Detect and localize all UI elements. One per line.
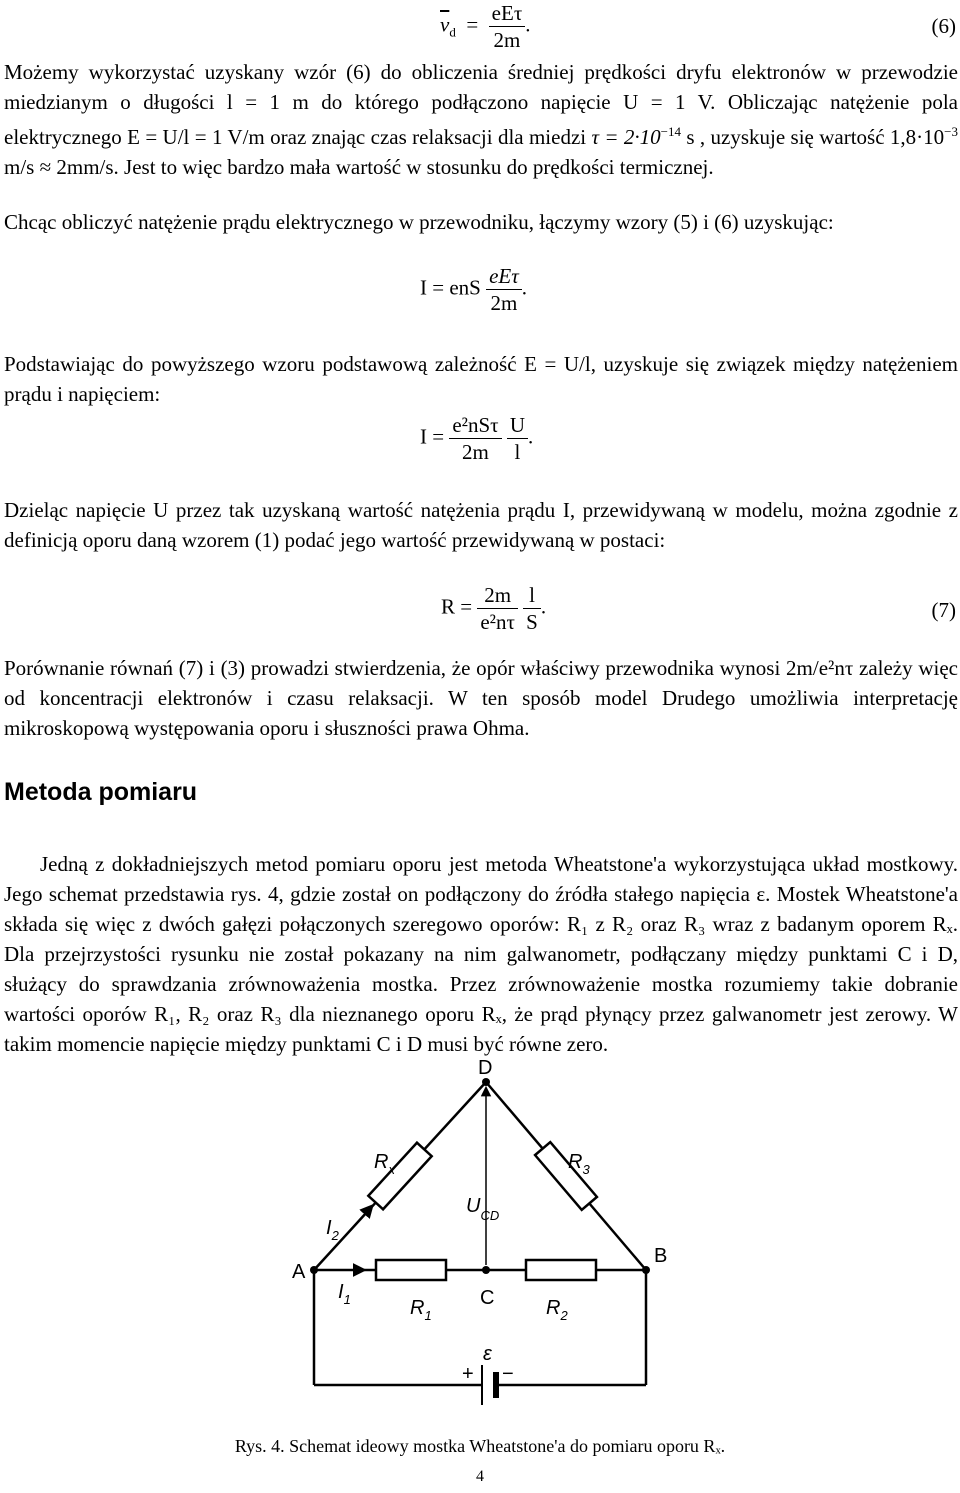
current-u-num1: e²nSτ: [449, 412, 501, 439]
current-u-fraction-1: [449, 412, 501, 465]
figure-caption: Rys. 4. Schemat ideowy mostka Wheatstone'a do pomiaru oporu Rₓ.: [234, 1436, 726, 1456]
label-i2: $I_2$: [326, 1217, 339, 1243]
wheatstone-bridge-diagram: [290, 1060, 670, 1430]
current-u-num2: U: [507, 412, 528, 439]
eq7-fraction-2: [523, 582, 541, 635]
label-d: D: [478, 1060, 493, 1079]
p1-b-exp: −3: [944, 124, 958, 139]
eq7-den1: e²nτ: [480, 610, 515, 634]
paragraph-wheatstone: Jedną z dokładniejszych metod pomiaru oporu jest metoda Wheatstone'a wykorzystująca układ mostkowy. Jego schemat przedstawia rys. 4, gdzie został on podłączony do źródła stałego napięcia ε. Mostek Wheatstone'a składa się więc z dwóch gałęzi połączonych szeregowo oporów: R₁ z R₂ oraz R₃ wraz z badanym oporem Rₓ. Dla przejrzystości rysunku nie został pokazany na nim galwanometr, podłączany między punktami C i D, służący do sprawdzania zrównoważenia mostka. Przez zrównoważenie mostka rozumiemy takie dobranie wartości oporów R₁, R₂ oraz R₃ dla nieznanego oporu Rₓ, że prąd płynący przez galwanometr jest zerowy. W takim momencie napięcie między punktami C i D musi być równe zero.: [4, 852, 958, 1056]
equation-7-number: (7): [931, 598, 956, 622]
section-title: Metoda pomiaru: [4, 778, 198, 806]
label-rx: $R_x$: [374, 1151, 395, 1177]
p1-tau: τ = 2·10: [591, 125, 661, 149]
label-c: C: [480, 1287, 495, 1309]
current-u-fraction-2: [507, 412, 528, 465]
equation-7: R = $\frac{2m}{\text{e²nτ}}$ $\frac{l}{S}$ .: [441, 583, 547, 634]
current-u-lhs: I =: [420, 424, 445, 449]
eq7-fraction-1: [477, 582, 518, 635]
p1-text-b: s , uzyskuje się wartość 1,8·10: [681, 125, 945, 149]
eq7-lhs: R =: [441, 594, 473, 619]
paragraph-substitution: Podstawiając do powyższego wzoru podstawową zależność E = U/l, uzyskuje się związek między natężeniem prądu i napięciem:: [4, 352, 958, 406]
node-c: [482, 1266, 490, 1274]
paragraph-resistance: Dzieląc napięcie U przez tak uzyskaną wartość natężenia prądu I, przewidywaną w modelu, można zgodnie z definicją oporu daną wzorem (1) podać jego wartość przewidywaną w postaci:: [4, 498, 958, 552]
label-plus: +: [462, 1363, 474, 1385]
eq7-den2: S: [526, 610, 538, 634]
current-lhs: I = enS: [420, 275, 481, 300]
label-ucd: $U_{CD}$: [466, 1195, 500, 1223]
equation-current-voltage: I = $\frac{\text{e²nSτ}}{2m}$ $\frac{U}{l}$ .: [420, 413, 534, 464]
p1-text-a: Możemy wykorzystać uzyskany wzór (6) do obliczenia średniej prędkości dryfu elektronów w przewodzie miedzianym o długości l = 1 m do którego podłączono napięcie U = 1 V. Obliczając natężenie pola elektrycznego E = U/l = 1 V/m oraz znając czas relaksacji dla miedzi: [4, 60, 958, 149]
eq7-num1: 2m: [477, 582, 518, 609]
node-a: [310, 1266, 318, 1274]
current-u-den1: 2m: [462, 440, 489, 464]
resistor-r1: [376, 1260, 446, 1280]
label-i1: $I_1$: [338, 1281, 351, 1307]
node-d: [482, 1078, 490, 1086]
label-minus: −: [502, 1363, 514, 1385]
label-emf: ε: [483, 1343, 492, 1365]
label-b: B: [654, 1245, 668, 1267]
current-denominator: 2m: [490, 291, 518, 315]
eq6-numerator: eEτ: [489, 0, 526, 27]
eq6-lhs-var: $\overline{v}$: [440, 12, 450, 37]
equation-6-number: (6): [931, 14, 956, 38]
label-r1: $R_1$: [410, 1297, 432, 1323]
i2-arrow: [346, 1206, 372, 1235]
current-fraction: [486, 263, 522, 316]
label-a: A: [292, 1261, 306, 1283]
current-numerator: eEτ: [486, 263, 522, 290]
resistor-r2: [526, 1260, 596, 1280]
eq6-denominator: 2m: [493, 28, 521, 52]
label-r2: $R_2$: [546, 1297, 568, 1323]
paragraph-drude: Porównanie równań (7) i (3) prowadzi stwierdzenia, że opór właściwy przewodnika wynosi 2m/e²nτ zależy więc od koncentracji elektronów i czasu relaksacji. W ten sposób model Drudego umożliwia interpretację mikroskopową występowania oporu i słuszności prawa Ohma.: [4, 656, 958, 740]
p1-tau-exp: −14: [660, 124, 681, 139]
page-number: 4: [476, 1468, 484, 1485]
label-r3: $R_3$: [568, 1151, 590, 1177]
equation-6: $\overline{v}_d$ = $\frac{\text{eEτ}}{2m}$ .: [440, 1, 531, 52]
equation-current: I = enS $\frac{\text{eEτ}}{2m}$ .: [420, 264, 528, 315]
node-b: [642, 1266, 650, 1274]
p1-text-c: m/s ≈ 2mm/s. Jest to więc bardzo mała wartość w stosunku do prędkości termicznej.: [4, 155, 714, 179]
eq7-num2: l: [523, 582, 541, 609]
current-u-den2: l: [514, 440, 521, 464]
paragraph-current: Chcąc obliczyć natężenie prądu elektrycznego w przewodniku, łączymy wzory (5) i (6) uzyskując:: [4, 210, 834, 234]
eq6-fraction: [489, 0, 526, 53]
eq6-lhs-sub: d: [449, 24, 456, 40]
paragraph-drift-velocity: [4, 57, 958, 182]
